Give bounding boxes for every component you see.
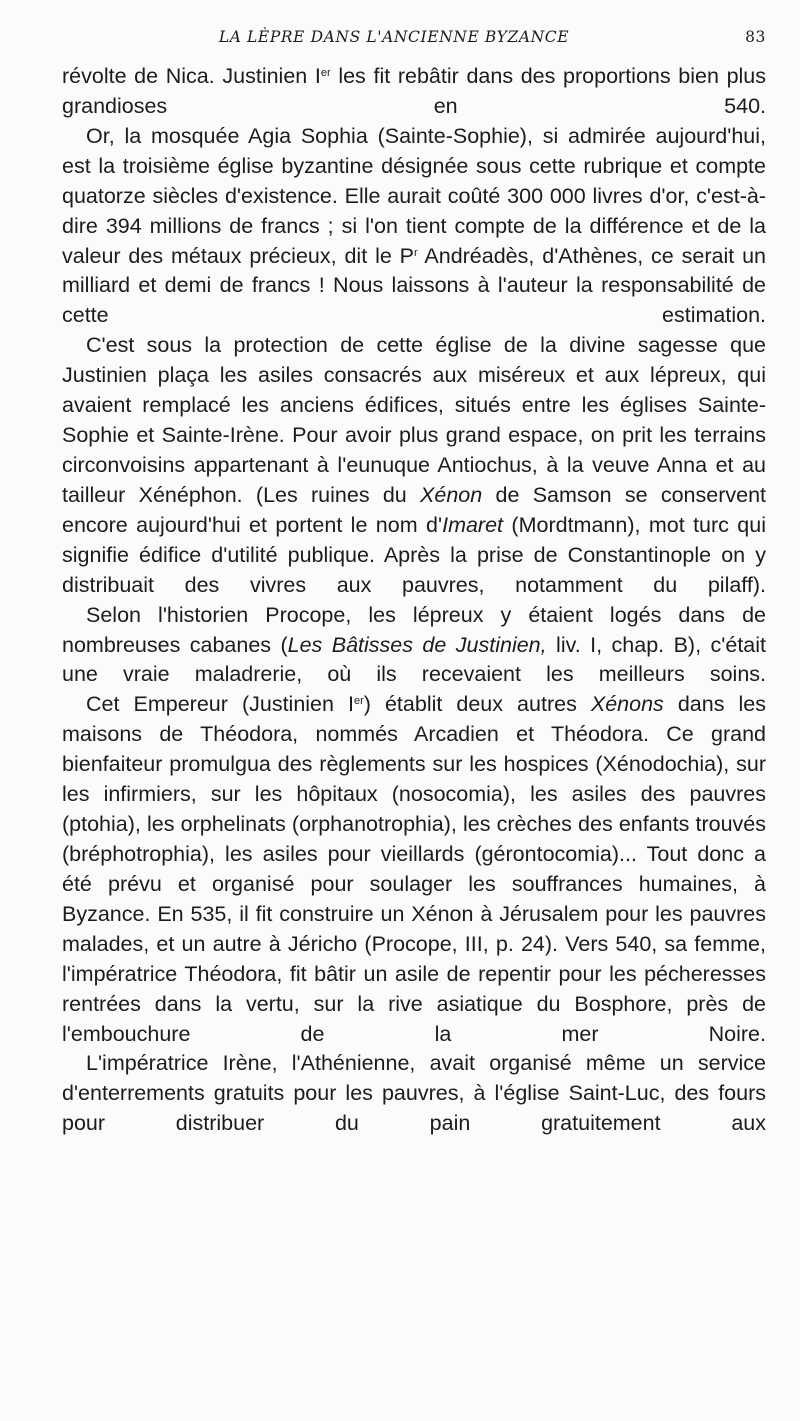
superscript: er <box>353 695 364 708</box>
paragraph <box>62 1049 766 1139</box>
page-number: 83 <box>745 28 766 46</box>
text-run: les fit rebâtir dans des proportions bien plus grandioses en 540. <box>62 64 767 118</box>
body-text <box>62 62 766 1139</box>
text-run: de Samson se conservent encore aujourd'hui et portent le nom d' <box>62 482 766 537</box>
paragraph <box>62 331 766 600</box>
paragraph <box>62 690 766 1049</box>
paragraph <box>62 62 766 122</box>
italic-text: Imaret <box>442 512 504 537</box>
italic-text: Xénon <box>420 482 483 507</box>
paragraph <box>62 601 766 691</box>
text-run: C'est sous la protection de cette église de la divine sagesse que Justinien plaça les asiles consacrés aux miséreux et aux lépreux, qui avaient remplacé les anciens édifices, situés entre les églises Sainte-Sophie et Sainte-Irène. Pour avoir plus grand espace, on prit les terrains circonvoisins appartenant à l'eunuque Antiochus, à la veuve Anna et au tailleur Xénéphon. (Les ruines du <box>62 333 766 507</box>
page-header <box>62 22 766 52</box>
italic-text: Xénons <box>590 692 664 717</box>
text-run: L'impératrice Irène, l'Athénienne, avait organisé même un service d'enterrements gratuits pour les pauvres, à l'église Saint-Luc, des fours pour distribuer du pain gratuitement aux <box>62 1051 766 1136</box>
text-run: (Mordtmann), mot turc qui signifie édifice d'utilité publique. Après la prise de Constantinople on y distribuait des vivres aux pauvres, notamment du pilaff). <box>62 512 766 597</box>
text-run: Andréadès, d'Athènes, ce serait un milliard et demi de francs ! Nous laissons à l'auteur la responsabilité de cette estimation. <box>62 243 766 328</box>
text-run: révolte de Nica. Justinien I <box>62 64 321 88</box>
text-run: Or, la mosquée Agia Sophia (Sainte-Sophie), si admirée aujourd'hui, est la troisième église byzantine désignée sous cette rubrique et compte quatorze siècles d'existence. Elle aurait coûté 300 000 livres d'or, c'est-à-dire 394 millions de francs ; si l'on tient compte de la différence et de la valeur des métaux précieux, dit le P <box>62 123 766 268</box>
text-run: dans les maisons de Théodora, nommés Arcadien et Théodora. Ce grand bienfaiteur promulgua des règlements sur les hospices (Xénodochia), sur les infirmiers, sur les hôpitaux (nosocomia), les asiles des pauvres (ptohia), les orphelinats (orphanotrophia), les crèches des enfants trouvés (bréphotrophia), les asiles pour vieillards (gérontocomia)... Tout donc a été prévu et organisé pour soulager les souffrances humaines, à Byzance. En 535, il fit construire un Xénon à Jérusalem pour les pauvres malades, et un autre à Jéricho (Procope, III, p. 24). Vers 540, sa femme, l'impératrice Théodora, fit bâtir un asile de repentir pour les pécheresses rentrées dans la vertu, sur la rive asiatique du Bosphore, près de l'embouchure de la mer Noire. <box>62 692 766 1046</box>
superscript: er <box>320 67 331 79</box>
text-run: ) établit deux autres <box>363 692 591 717</box>
paragraph <box>62 122 766 331</box>
running-title: LA LÈPRE DANS L'ANCIENNE BYZANCE <box>218 28 570 46</box>
text-run: Selon l'historien Procope, les lépreux y étaient logés dans de nombreuses cabanes ( <box>62 602 766 657</box>
superscript: r <box>414 246 418 259</box>
text-run: Cet Empereur (Justinien I <box>86 692 354 717</box>
text-run: liv. I, chap. B), c'était une vraie maladrerie, où ils recevaient les meilleurs soins. <box>62 632 766 687</box>
italic-text: Les Bâtisses de Justinien, <box>287 632 547 657</box>
